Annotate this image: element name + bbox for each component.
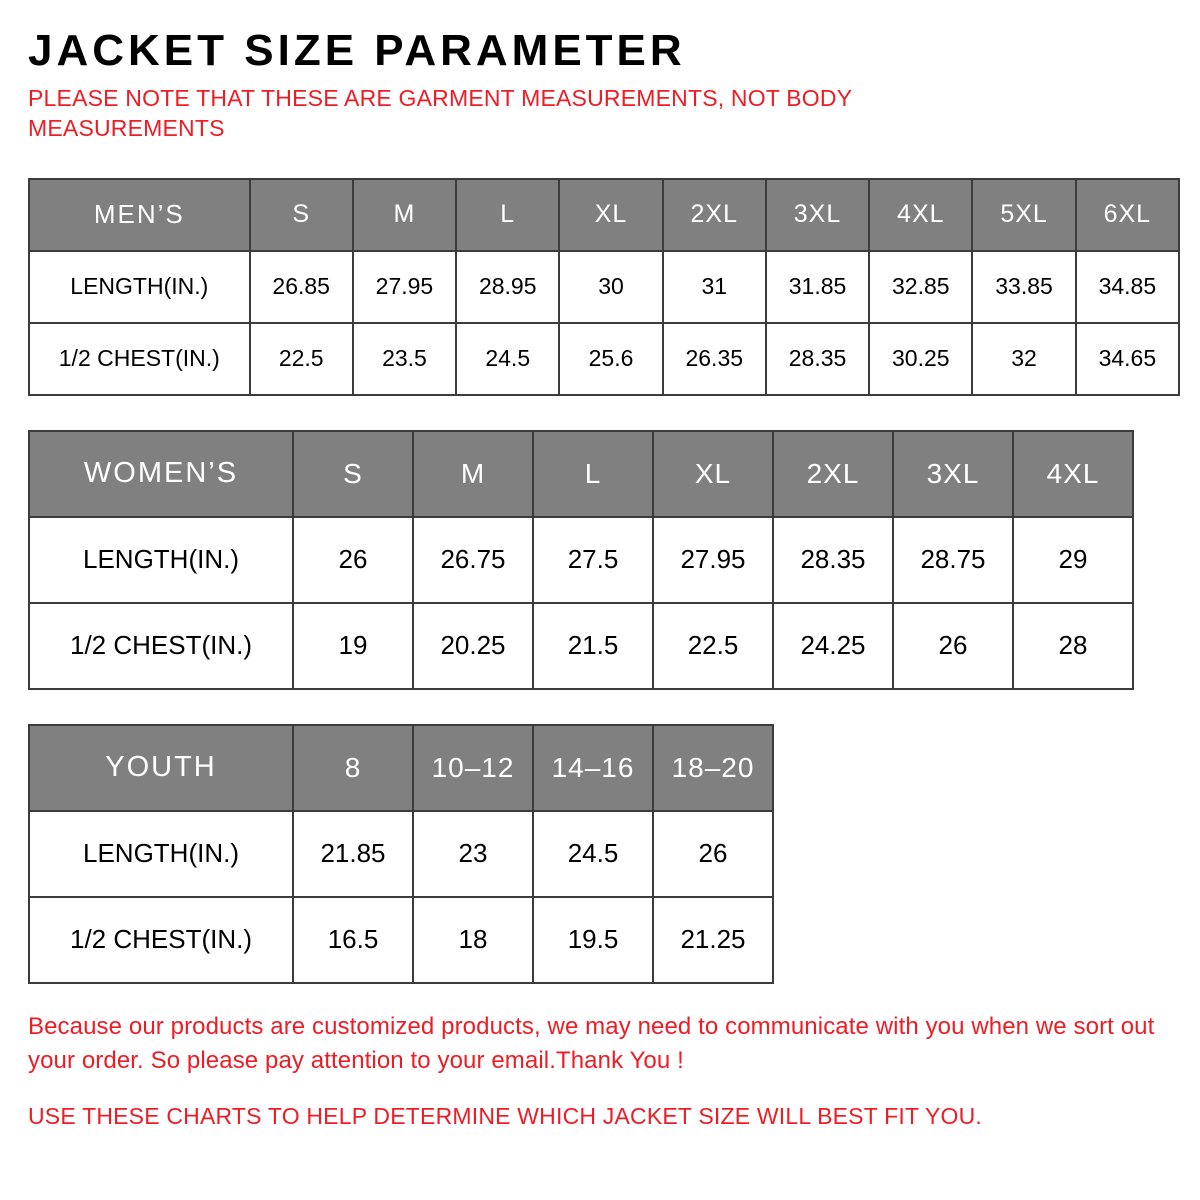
- womens-r0-c5: 28.75: [893, 517, 1013, 603]
- youth-col-3: 18–20: [653, 725, 773, 811]
- womens-row-1-label: 1/2 CHEST(IN.): [29, 603, 293, 689]
- mens-col-5: 3XL: [766, 179, 869, 251]
- footer-note-customized: Because our products are customized products, we may need to communicate with you when we sort out your order. So please pay attention to your email.Thank You !: [28, 1012, 1155, 1074]
- mens-r1-c2: 24.5: [456, 323, 559, 395]
- table-header-row: [29, 179, 1179, 251]
- mens-r1-c4: 26.35: [663, 323, 766, 395]
- mens-row-1-label: 1/2 CHEST(IN.): [29, 323, 250, 395]
- youth-r0-c3: 26: [653, 811, 773, 897]
- mens-r0-c8: 34.85: [1076, 251, 1179, 323]
- table-row: [29, 811, 773, 897]
- footer-notes: [28, 1010, 1172, 1133]
- mens-col-0: S: [250, 179, 353, 251]
- youth-r1-c3: 21.25: [653, 897, 773, 983]
- mens-col-4: 2XL: [663, 179, 766, 251]
- mens-r0-c3: 30: [559, 251, 662, 323]
- mens-r1-c5: 28.35: [766, 323, 869, 395]
- womens-r1-c2: 21.5: [533, 603, 653, 689]
- mens-col-3: XL: [559, 179, 662, 251]
- mens-size-table: [28, 178, 1180, 396]
- table-header-row: [29, 431, 1133, 517]
- womens-r0-c1: 26.75: [413, 517, 533, 603]
- youth-col-1: 10–12: [413, 725, 533, 811]
- mens-r0-c5: 31.85: [766, 251, 869, 323]
- womens-col-6: 4XL: [1013, 431, 1133, 517]
- youth-r1-c1: 18: [413, 897, 533, 983]
- mens-r0-c6: 32.85: [869, 251, 972, 323]
- youth-row-1-label: 1/2 CHEST(IN.): [29, 897, 293, 983]
- youth-row-0-label: LENGTH(IN.): [29, 811, 293, 897]
- womens-col-4: 2XL: [773, 431, 893, 517]
- mens-r1-c6: 30.25: [869, 323, 972, 395]
- mens-r0-c2: 28.95: [456, 251, 559, 323]
- table-row: [29, 897, 773, 983]
- womens-col-2: L: [533, 431, 653, 517]
- measurement-note: PLEASE NOTE THAT THESE ARE GARMENT MEASUREMENTS, NOT BODY MEASUREMENTS: [28, 84, 852, 142]
- womens-col-3: XL: [653, 431, 773, 517]
- womens-r0-c0: 26: [293, 517, 413, 603]
- womens-r1-c1: 20.25: [413, 603, 533, 689]
- table-row: [29, 517, 1133, 603]
- womens-size-table: [28, 430, 1134, 690]
- table-row: [29, 323, 1179, 395]
- womens-r1-c5: 26: [893, 603, 1013, 689]
- mens-col-2: L: [456, 179, 559, 251]
- mens-r0-c0: 26.85: [250, 251, 353, 323]
- womens-r1-c6: 28: [1013, 603, 1133, 689]
- mens-header-label: MEN’S: [29, 179, 250, 251]
- womens-col-5: 3XL: [893, 431, 1013, 517]
- youth-header-label: YOUTH: [29, 725, 293, 811]
- mens-r1-c8: 34.65: [1076, 323, 1179, 395]
- youth-r0-c2: 24.5: [533, 811, 653, 897]
- mens-r0-c7: 33.85: [972, 251, 1075, 323]
- mens-col-1: M: [353, 179, 456, 251]
- mens-col-6: 4XL: [869, 179, 972, 251]
- page-title: JACKET SIZE PARAMETER: [28, 26, 686, 75]
- youth-col-2: 14–16: [533, 725, 653, 811]
- mens-r1-c1: 23.5: [353, 323, 456, 395]
- mens-r1-c0: 22.5: [250, 323, 353, 395]
- mens-r1-c3: 25.6: [559, 323, 662, 395]
- womens-r0-c4: 28.35: [773, 517, 893, 603]
- womens-r1-c4: 24.25: [773, 603, 893, 689]
- youth-size-table: [28, 724, 774, 984]
- womens-row-0-label: LENGTH(IN.): [29, 517, 293, 603]
- footer-note-usage: USE THESE CHARTS TO HELP DETERMINE WHICH JACKET SIZE WILL BEST FIT YOU.: [28, 1102, 982, 1129]
- youth-r1-c0: 16.5: [293, 897, 413, 983]
- youth-r0-c0: 21.85: [293, 811, 413, 897]
- mens-row-0-label: LENGTH(IN.): [29, 251, 250, 323]
- table-row: [29, 251, 1179, 323]
- youth-r0-c1: 23: [413, 811, 533, 897]
- youth-col-0: 8: [293, 725, 413, 811]
- womens-r0-c3: 27.95: [653, 517, 773, 603]
- womens-r1-c3: 22.5: [653, 603, 773, 689]
- womens-col-1: M: [413, 431, 533, 517]
- womens-header-label: WOMEN’S: [29, 431, 293, 517]
- womens-r0-c2: 27.5: [533, 517, 653, 603]
- mens-r1-c7: 32: [972, 323, 1075, 395]
- table-header-row: [29, 725, 773, 811]
- womens-r0-c6: 29: [1013, 517, 1133, 603]
- youth-r1-c2: 19.5: [533, 897, 653, 983]
- mens-col-8: 6XL: [1076, 179, 1179, 251]
- table-row: [29, 603, 1133, 689]
- womens-r1-c0: 19: [293, 603, 413, 689]
- mens-r0-c4: 31: [663, 251, 766, 323]
- mens-col-7: 5XL: [972, 179, 1075, 251]
- mens-r0-c1: 27.95: [353, 251, 456, 323]
- womens-col-0: S: [293, 431, 413, 517]
